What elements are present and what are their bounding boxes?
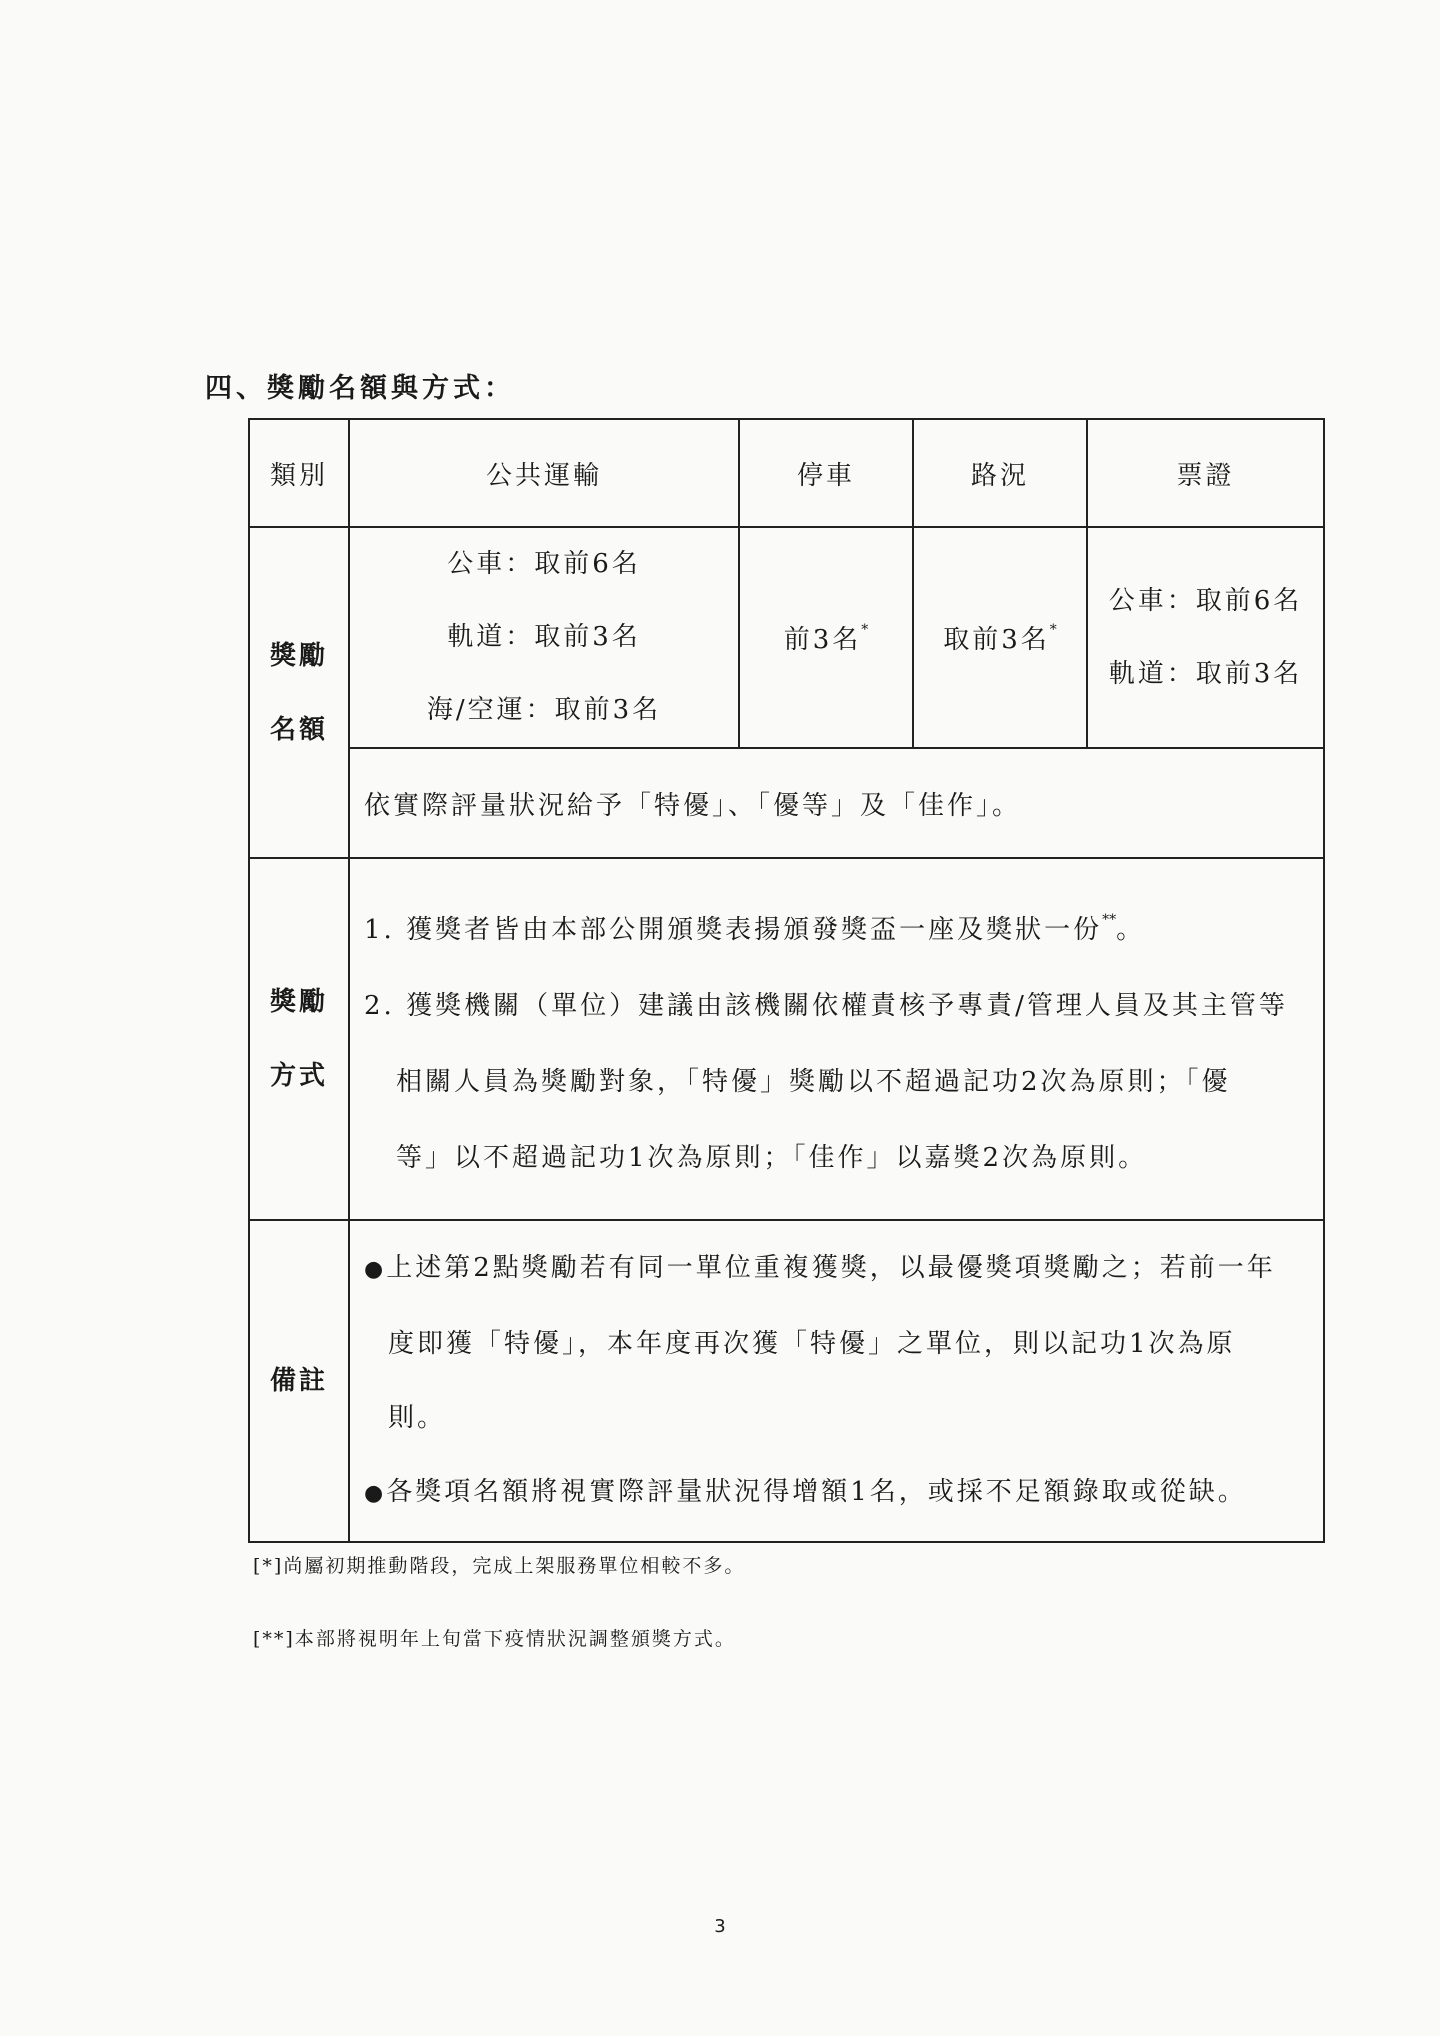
footnote-1: [*]尚屬初期推動階段，完成上架服務單位相較不多。 (253, 1555, 746, 1577)
header-ticket: 票證 (1087, 419, 1324, 527)
header-parking: 停車 (739, 419, 913, 527)
quota-label: 獎勵 名額 (249, 527, 349, 858)
header-category: 類別 (249, 419, 349, 527)
table-header-row (249, 419, 1324, 527)
method-item-2-line-3: 等」以不超過記功1次為原則；「佳作」以嘉獎2次為原則。 (396, 1143, 1148, 1173)
bullet-icon: ● (364, 1481, 387, 1506)
remarks-content (349, 1220, 1324, 1542)
footnote-2: [**]本部將視明年上旬當下疫情狀況調整頒獎方式。 (253, 1628, 736, 1650)
quota-row (249, 527, 1324, 748)
method-item-1: 1. 獲獎者皆由本部公開頒獎表揚頒發獎盃一座及獎狀一份**。 (364, 912, 1146, 945)
method-content (349, 858, 1324, 1220)
page-number: 3 (714, 1916, 726, 1937)
remark-1-line-1: ●上述第2點獎勵若有同一單位重複獲獎，以最優獎項獎勵之；若前一年 (364, 1253, 1276, 1283)
grade-note: 依實際評量狀況給予「特優」、「優等」及「佳作」。 (349, 748, 1324, 858)
header-road: 路況 (913, 419, 1087, 527)
remark-1-line-3: 則。 (388, 1403, 447, 1433)
remarks-label: 備註 (249, 1220, 349, 1542)
section-title: 四、獎勵名額與方式： (205, 373, 515, 404)
remark-1-line-2: 度即獲「特優」，本年度再次獲「特優」之單位，則以記功1次為原 (388, 1329, 1236, 1359)
quota-ticket: 公車：取前6名 軌道：取前3名 (1087, 527, 1324, 748)
bullet-icon: ● (364, 1257, 387, 1282)
method-item-2-line-2: 相關人員為獎勵對象，「特優」獎勵以不超過記功2次為原則；「優 (396, 1067, 1231, 1097)
grade-row (249, 748, 1324, 858)
method-item-2-line-1: 2. 獲獎機關（單位）建議由該機關依權責核予專責/管理人員及其主管等 (364, 991, 1288, 1021)
quota-public-transport: 公車：取前6名 軌道：取前3名 海/空運：取前3名 (349, 527, 739, 748)
method-label: 獎勵 方式 (249, 858, 349, 1220)
award-table (248, 418, 1325, 1543)
header-public-transport: 公共運輸 (349, 419, 739, 527)
quota-road: 取前3名* (913, 527, 1087, 748)
remark-2: ●各獎項名額將視實際評量狀況得增額1名，或採不足額錄取或從缺。 (364, 1477, 1247, 1507)
method-row (249, 858, 1324, 1220)
quota-parking: 前3名* (739, 527, 913, 748)
remarks-row (249, 1220, 1324, 1542)
